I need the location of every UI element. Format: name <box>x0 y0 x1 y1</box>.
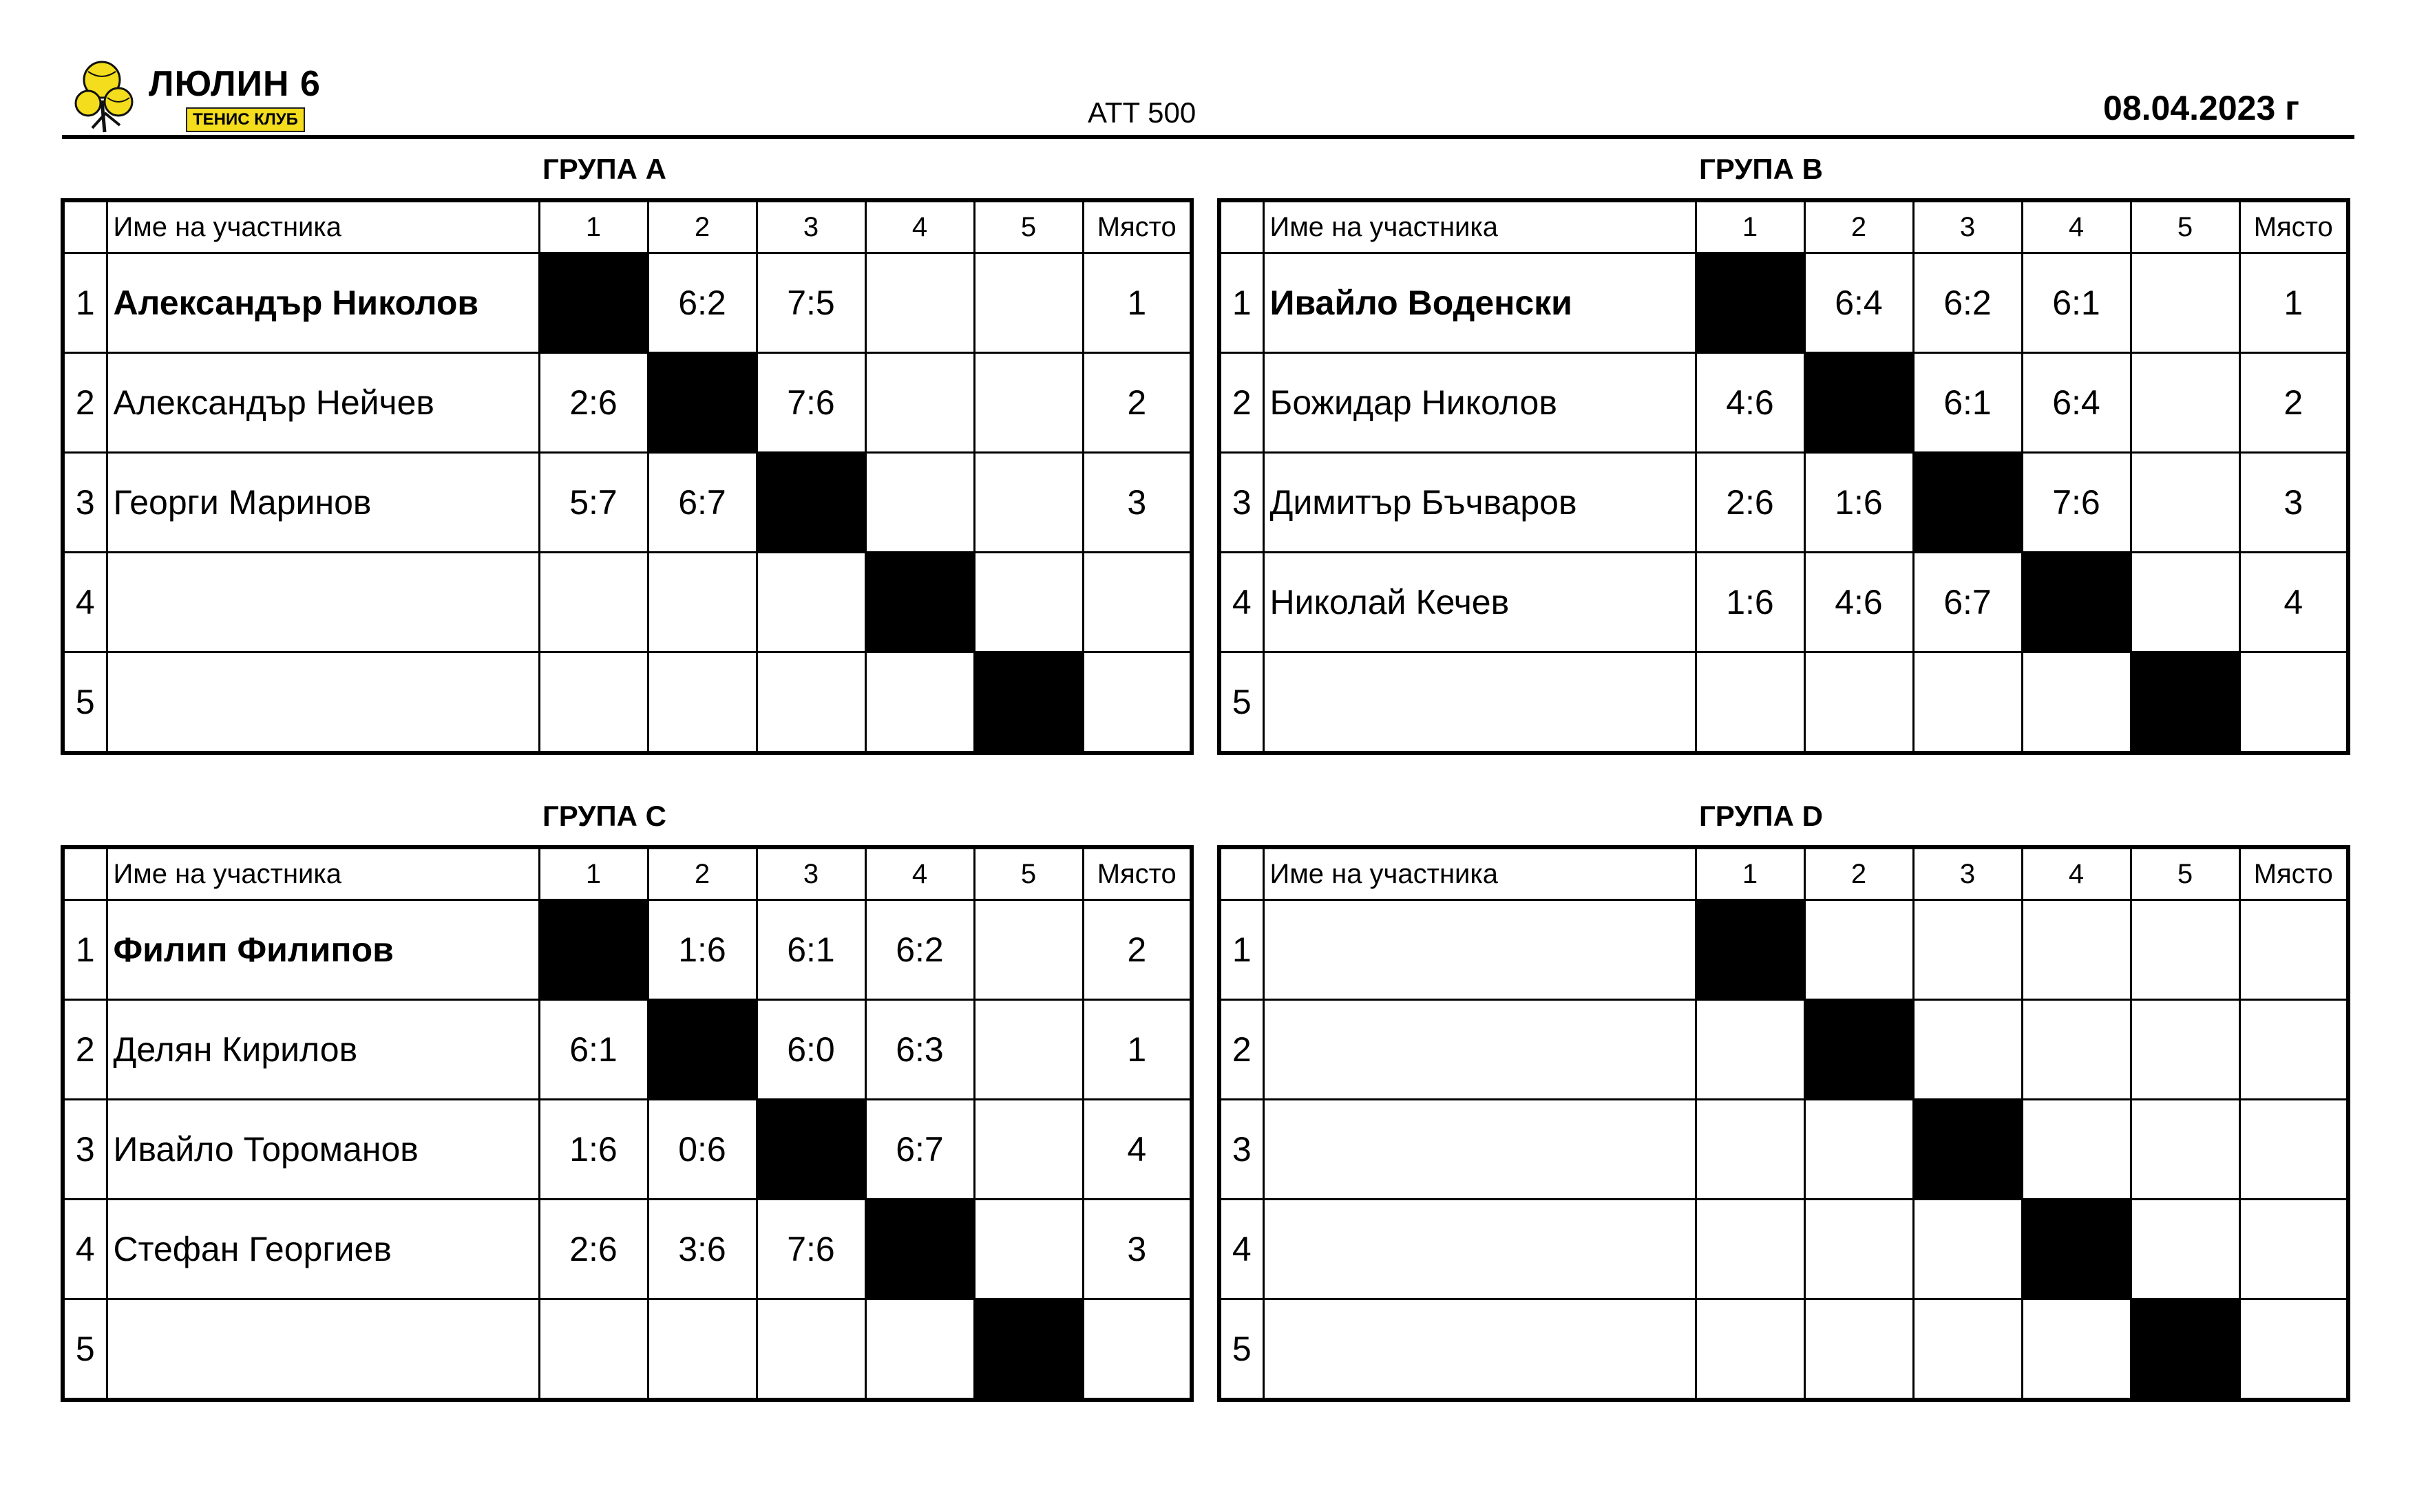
table-row <box>63 253 1192 353</box>
score-cell <box>865 652 974 754</box>
place-cell: 2 <box>1083 900 1192 1000</box>
participant-name: Ивайло Тороманов <box>107 1100 539 1200</box>
table-row <box>63 553 1192 652</box>
score-cell <box>2131 1200 2239 1299</box>
participant-name <box>1263 900 1696 1000</box>
place-cell <box>2239 900 2348 1000</box>
diagonal-blocked-cell <box>1696 253 1804 353</box>
header-col-5: 5 <box>2131 200 2239 253</box>
header-col-1: 1 <box>539 847 648 900</box>
score-cell <box>539 652 648 754</box>
table-row <box>63 353 1192 453</box>
table-row <box>1219 353 2348 453</box>
score-cell: 6:1 <box>1913 353 2022 453</box>
row-number: 5 <box>63 652 107 754</box>
group-3 <box>61 800 1196 1405</box>
place-cell <box>2239 1200 2348 1299</box>
participant-name <box>1263 1100 1696 1200</box>
group-table <box>1217 845 2350 1402</box>
place-cell <box>2239 1100 2348 1200</box>
score-cell: 6:7 <box>648 453 757 553</box>
participant-name: Николай Кечев <box>1263 553 1696 652</box>
place-cell <box>2239 652 2348 754</box>
score-cell <box>1913 1000 2022 1100</box>
row-number: 5 <box>1219 652 1263 754</box>
table-row <box>1219 553 2348 652</box>
row-number: 2 <box>63 353 107 453</box>
table-row <box>1219 900 2348 1000</box>
score-cell <box>865 1299 974 1401</box>
score-cell: 0:6 <box>648 1100 757 1200</box>
header-col-4: 4 <box>2022 847 2131 900</box>
table-row <box>63 1100 1192 1200</box>
diagonal-blocked-cell <box>1913 1100 2022 1200</box>
diagonal-blocked-cell <box>2022 1200 2131 1299</box>
row-number: 1 <box>1219 253 1263 353</box>
score-cell <box>974 1200 1083 1299</box>
diagonal-blocked-cell <box>1696 900 1804 1000</box>
header-col-1: 1 <box>539 200 648 253</box>
score-cell: 4:6 <box>1696 353 1804 453</box>
row-number: 2 <box>1219 1000 1263 1100</box>
header-col-4: 4 <box>865 847 974 900</box>
score-cell <box>1696 1200 1804 1299</box>
diagonal-blocked-cell <box>974 1299 1083 1401</box>
score-cell <box>1913 1299 2022 1401</box>
score-cell: 7:6 <box>757 353 865 453</box>
header-divider <box>62 135 2354 139</box>
score-cell: 3:6 <box>648 1200 757 1299</box>
score-cell <box>2022 1000 2131 1100</box>
diagonal-blocked-cell <box>1913 453 2022 553</box>
score-cell <box>974 900 1083 1000</box>
header-col-4: 4 <box>865 200 974 253</box>
table-header-row <box>63 847 1192 900</box>
score-cell <box>1804 900 1913 1000</box>
participant-name <box>107 1299 539 1401</box>
score-cell <box>2131 1000 2239 1100</box>
row-number: 5 <box>1219 1299 1263 1401</box>
score-cell <box>2022 1299 2131 1401</box>
score-cell <box>1913 1200 2022 1299</box>
row-number: 4 <box>1219 553 1263 652</box>
score-cell <box>539 1299 648 1401</box>
table-row <box>63 652 1192 754</box>
group-table <box>1217 198 2350 755</box>
header-place-cell: Място <box>1083 847 1192 900</box>
score-cell <box>2131 1100 2239 1200</box>
header-col-2: 2 <box>1804 200 1913 253</box>
header-place-cell: Място <box>2239 847 2348 900</box>
group-title: ГРУПА C <box>542 800 666 832</box>
row-number: 3 <box>1219 1100 1263 1200</box>
row-number: 1 <box>63 900 107 1000</box>
diagonal-blocked-cell <box>974 652 1083 754</box>
diagonal-blocked-cell <box>865 553 974 652</box>
header-col-3: 3 <box>1913 847 2022 900</box>
place-cell: 2 <box>2239 353 2348 453</box>
table-row <box>1219 253 2348 353</box>
score-cell <box>2131 353 2239 453</box>
event-name: ATT 500 <box>1088 96 1196 129</box>
place-cell <box>1083 553 1192 652</box>
header-col-3: 3 <box>757 200 865 253</box>
score-cell: 6:1 <box>757 900 865 1000</box>
participant-name: Александър Николов <box>107 253 539 353</box>
participant-name: Димитър Бъчваров <box>1263 453 1696 553</box>
row-number: 4 <box>63 1200 107 1299</box>
score-cell: 1:6 <box>1696 553 1804 652</box>
place-cell: 3 <box>1083 453 1192 553</box>
score-cell <box>974 353 1083 453</box>
score-cell: 6:2 <box>865 900 974 1000</box>
header-col-1: 1 <box>1696 847 1804 900</box>
header-name-cell: Име на участника <box>1263 200 1696 253</box>
header-col-2: 2 <box>648 847 757 900</box>
score-cell <box>757 553 865 652</box>
score-cell <box>2131 253 2239 353</box>
group-title: ГРУПА B <box>1699 153 1823 185</box>
score-cell <box>1804 652 1913 754</box>
table-row <box>1219 1299 2348 1401</box>
diagonal-blocked-cell <box>648 353 757 453</box>
group-4 <box>1217 800 2353 1405</box>
diagonal-blocked-cell <box>2131 1299 2239 1401</box>
score-cell <box>1696 652 1804 754</box>
row-number: 1 <box>1219 900 1263 1000</box>
diagonal-blocked-cell <box>757 1100 865 1200</box>
score-cell <box>1696 1000 1804 1100</box>
participant-name <box>107 652 539 754</box>
score-cell: 2:6 <box>1696 453 1804 553</box>
score-cell: 6:4 <box>1804 253 1913 353</box>
participant-name: Георги Маринов <box>107 453 539 553</box>
diagonal-blocked-cell <box>539 253 648 353</box>
participant-name <box>1263 652 1696 754</box>
score-cell <box>2131 553 2239 652</box>
place-cell: 2 <box>1083 353 1192 453</box>
place-cell: 4 <box>1083 1100 1192 1200</box>
table-row <box>63 1200 1192 1299</box>
row-number: 4 <box>1219 1200 1263 1299</box>
group-table <box>61 198 1194 755</box>
table-row <box>63 1299 1192 1401</box>
row-number: 2 <box>63 1000 107 1100</box>
score-cell: 6:0 <box>757 1000 865 1100</box>
row-number: 2 <box>1219 353 1263 453</box>
header-corner-cell <box>63 200 107 253</box>
diagonal-blocked-cell <box>1804 353 1913 453</box>
group-2 <box>1217 153 2353 758</box>
score-cell <box>2022 900 2131 1000</box>
score-cell <box>974 1000 1083 1100</box>
row-number: 1 <box>63 253 107 353</box>
table-row <box>1219 453 2348 553</box>
score-cell: 6:7 <box>1913 553 2022 652</box>
score-cell: 5:7 <box>539 453 648 553</box>
club-logo <box>74 59 363 135</box>
place-cell <box>2239 1299 2348 1401</box>
participant-name: Александър Нейчев <box>107 353 539 453</box>
score-cell: 4:6 <box>1804 553 1913 652</box>
table-row <box>63 453 1192 553</box>
participant-name: Ивайло Воденски <box>1263 253 1696 353</box>
score-cell <box>1696 1299 1804 1401</box>
score-cell <box>974 453 1083 553</box>
row-number: 5 <box>63 1299 107 1401</box>
place-cell: 3 <box>1083 1200 1192 1299</box>
place-cell <box>2239 1000 2348 1100</box>
diagonal-blocked-cell <box>2131 652 2239 754</box>
diagonal-blocked-cell <box>865 1200 974 1299</box>
score-cell <box>757 652 865 754</box>
score-cell: 2:6 <box>539 1200 648 1299</box>
score-cell <box>974 553 1083 652</box>
header-col-4: 4 <box>2022 200 2131 253</box>
place-cell <box>1083 1299 1192 1401</box>
score-cell: 7:6 <box>2022 453 2131 553</box>
table-row <box>1219 1100 2348 1200</box>
score-cell: 7:5 <box>757 253 865 353</box>
table-row <box>63 900 1192 1000</box>
score-cell <box>1804 1299 1913 1401</box>
table-row <box>1219 1200 2348 1299</box>
header-col-5: 5 <box>974 847 1083 900</box>
place-cell <box>1083 652 1192 754</box>
score-cell: 1:6 <box>648 900 757 1000</box>
table-header-row <box>63 200 1192 253</box>
score-cell <box>974 1100 1083 1200</box>
score-cell <box>757 1299 865 1401</box>
header-col-2: 2 <box>1804 847 1913 900</box>
header-col-5: 5 <box>2131 847 2239 900</box>
table-header-row <box>1219 847 2348 900</box>
score-cell <box>865 253 974 353</box>
header-col-5: 5 <box>974 200 1083 253</box>
score-cell <box>865 453 974 553</box>
group-title: ГРУПА А <box>542 153 666 185</box>
participant-name: Филип Филипов <box>107 900 539 1000</box>
score-cell: 6:1 <box>539 1000 648 1100</box>
place-cell: 1 <box>2239 253 2348 353</box>
diagonal-blocked-cell <box>1804 1000 1913 1100</box>
header-corner-cell <box>1219 200 1263 253</box>
header-corner-cell <box>63 847 107 900</box>
group-table <box>61 845 1194 1402</box>
header-place-cell: Място <box>2239 200 2348 253</box>
page-header <box>62 55 2354 138</box>
group-1 <box>61 153 1196 758</box>
score-cell <box>865 353 974 453</box>
score-cell: 7:6 <box>757 1200 865 1299</box>
participant-name <box>1263 1299 1696 1401</box>
header-place-cell: Място <box>1083 200 1192 253</box>
score-cell: 2:6 <box>539 353 648 453</box>
score-cell: 6:2 <box>648 253 757 353</box>
header-name-cell: Име на участника <box>1263 847 1696 900</box>
group-title: ГРУПА D <box>1699 800 1823 832</box>
header-col-3: 3 <box>1913 200 2022 253</box>
participant-name: Стефан Георгиев <box>107 1200 539 1299</box>
participant-name: Делян Кирилов <box>107 1000 539 1100</box>
row-number: 4 <box>63 553 107 652</box>
score-cell <box>648 652 757 754</box>
diagonal-blocked-cell <box>2022 553 2131 652</box>
participant-name: Божидар Николов <box>1263 353 1696 453</box>
place-cell: 1 <box>1083 1000 1192 1100</box>
score-cell <box>1913 652 2022 754</box>
score-cell <box>1804 1100 1913 1200</box>
row-number: 3 <box>63 1100 107 1200</box>
header-col-2: 2 <box>648 200 757 253</box>
table-row <box>63 1000 1192 1100</box>
diagonal-blocked-cell <box>648 1000 757 1100</box>
score-cell: 1:6 <box>539 1100 648 1200</box>
score-cell <box>2131 453 2239 553</box>
header-col-3: 3 <box>757 847 865 900</box>
participant-name <box>1263 1000 1696 1100</box>
score-cell: 6:3 <box>865 1000 974 1100</box>
score-cell <box>1913 900 2022 1000</box>
header-name-cell: Име на участника <box>107 200 539 253</box>
score-cell: 1:6 <box>1804 453 1913 553</box>
row-number: 3 <box>63 453 107 553</box>
score-cell: 6:4 <box>2022 353 2131 453</box>
header-corner-cell <box>1219 847 1263 900</box>
place-cell: 3 <box>2239 453 2348 553</box>
participant-name <box>1263 1200 1696 1299</box>
diagonal-blocked-cell <box>757 453 865 553</box>
score-cell <box>2022 652 2131 754</box>
table-row <box>1219 1000 2348 1100</box>
diagonal-blocked-cell <box>539 900 648 1000</box>
header-name-cell: Име на участника <box>107 847 539 900</box>
logo-subtitle: ТЕНИС КЛУБ <box>186 107 305 132</box>
row-number: 3 <box>1219 453 1263 553</box>
table-header-row <box>1219 200 2348 253</box>
score-cell: 6:1 <box>2022 253 2131 353</box>
score-cell: 6:2 <box>1913 253 2022 353</box>
logo-title: ЛЮЛИН 6 <box>149 64 321 104</box>
score-cell <box>2022 1100 2131 1200</box>
event-date: 08.04.2023 г <box>2103 89 2299 127</box>
table-row <box>1219 652 2348 754</box>
place-cell: 1 <box>1083 253 1192 353</box>
score-cell <box>539 553 648 652</box>
score-cell: 6:7 <box>865 1100 974 1200</box>
tennis-ball-tree-icon <box>74 59 150 135</box>
score-cell <box>1804 1200 1913 1299</box>
score-cell <box>648 1299 757 1401</box>
score-cell <box>1696 1100 1804 1200</box>
score-cell <box>648 553 757 652</box>
participant-name <box>107 553 539 652</box>
score-cell <box>974 253 1083 353</box>
score-cell <box>2131 900 2239 1000</box>
header-col-1: 1 <box>1696 200 1804 253</box>
place-cell: 4 <box>2239 553 2348 652</box>
